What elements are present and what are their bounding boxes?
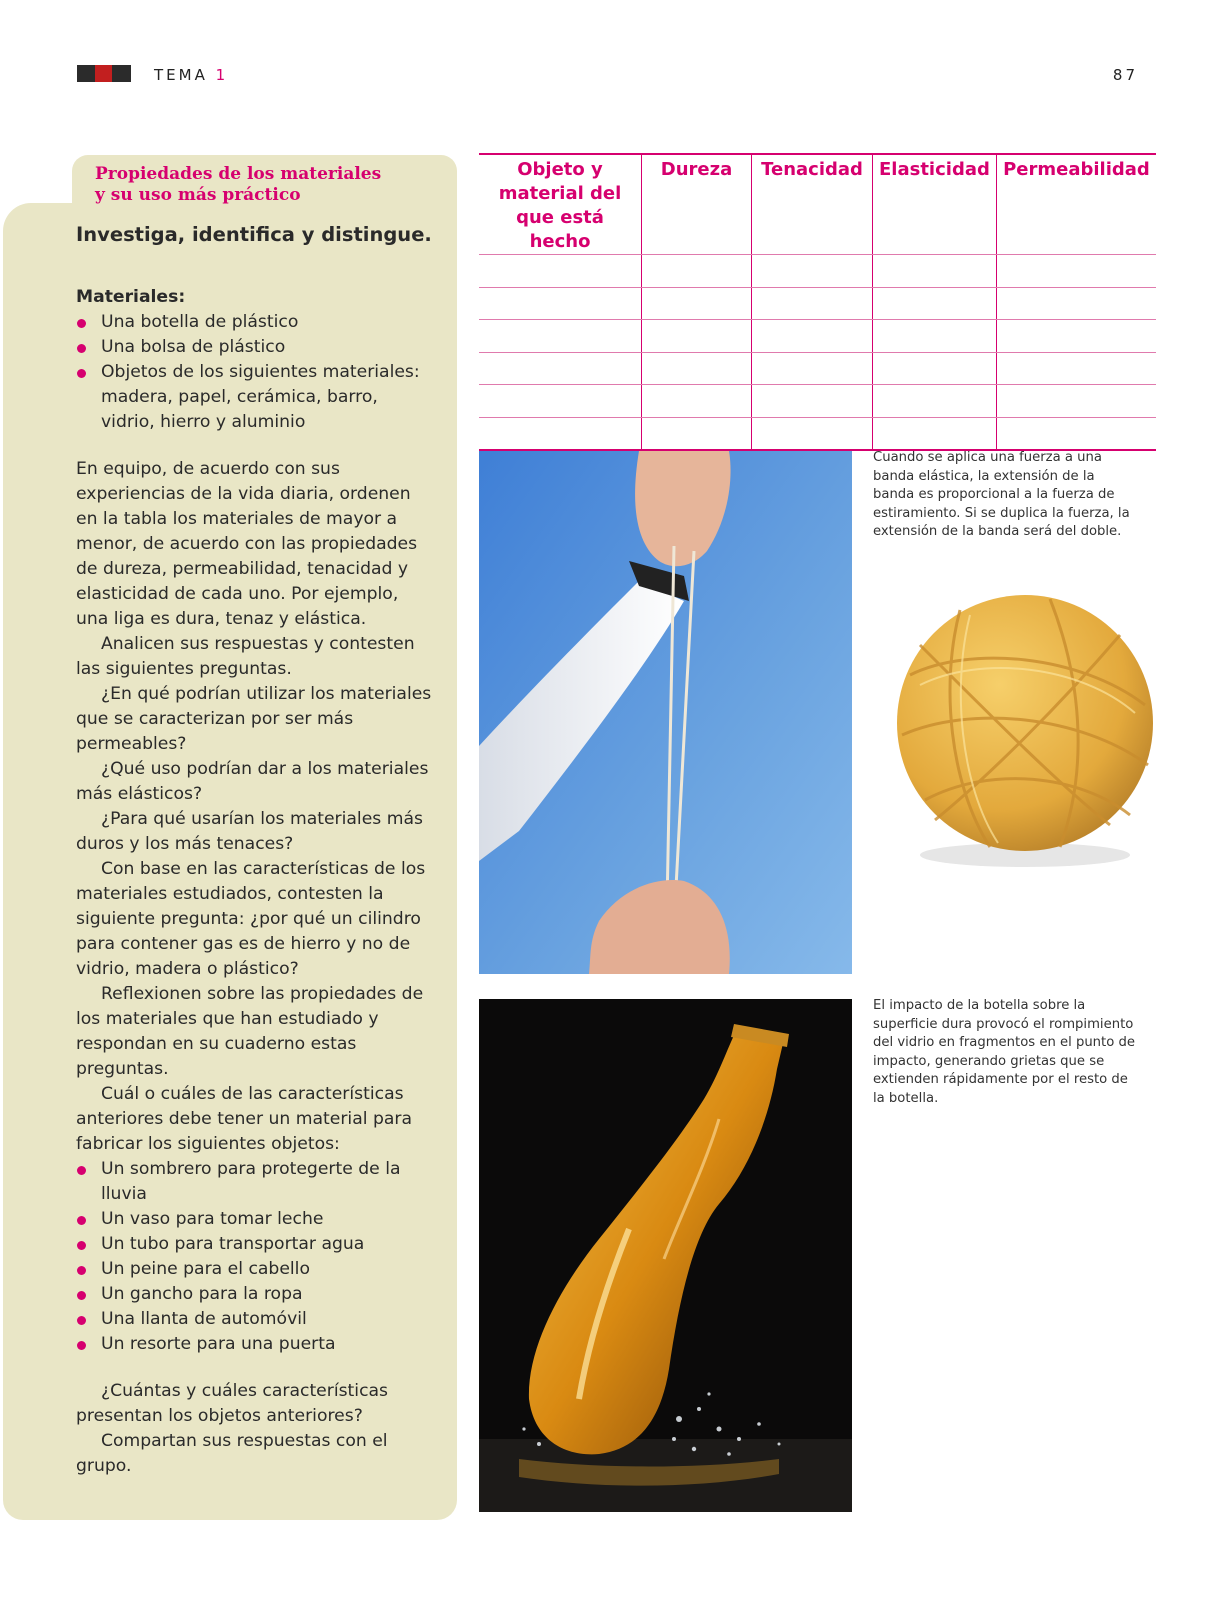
table-row bbox=[479, 417, 1156, 450]
header-block-1 bbox=[77, 65, 95, 82]
table-cell[interactable] bbox=[752, 352, 873, 385]
table-cell[interactable] bbox=[642, 417, 752, 450]
table-cell[interactable] bbox=[479, 320, 642, 353]
list-item: Una bolsa de plástico bbox=[76, 335, 436, 360]
closing-question: ¿Cuántas y cuáles características presentan los objetos anteriores? bbox=[76, 1381, 389, 1426]
table-cell[interactable] bbox=[873, 287, 997, 320]
objects-list bbox=[76, 1157, 436, 1357]
instructions-paragraph: Cuál o cuáles de las características anteriores debe tener un material para fabricar los siguientes objetos: bbox=[76, 1084, 413, 1154]
table-row bbox=[479, 320, 1156, 353]
bottle-caption: El impacto de la botella sobre la superficie dura provocó el rompimiento del vidrio en fragmentos en el punto de impacto, generando grietas que se extienden rápidamente por el resto de la botella. bbox=[873, 998, 1135, 1106]
instructions-paragraph: En equipo, de acuerdo con sus experiencias de la vida diaria, ordenen en la tabla los materiales de mayor a menor, de acuerdo con las propiedades de dureza, permeabilidad, tenacidad y elasticidad de cada uno. Por ejemplo, una liga es dura, tenaz y elástica. bbox=[76, 459, 418, 629]
shattering-bottle-photo bbox=[479, 999, 852, 1512]
table-row bbox=[479, 287, 1156, 320]
list-item: Un resorte para una puerta bbox=[76, 1332, 436, 1357]
header-block-3 bbox=[112, 65, 131, 82]
table-cell[interactable] bbox=[642, 287, 752, 320]
header-block-2 bbox=[95, 65, 112, 82]
question-paragraph: ¿Para qué usarían los materiales más duros y los más tenaces? bbox=[76, 809, 423, 854]
instructions-paragraph: Analicen sus respuestas y contesten las siguientes preguntas. bbox=[76, 634, 415, 679]
header-objeto: Objeto y material del que está hecho bbox=[479, 154, 642, 255]
table-cell[interactable] bbox=[479, 417, 642, 450]
activity-title-line1: Propiedades de los materiales bbox=[95, 164, 382, 184]
table-cell[interactable] bbox=[996, 352, 1156, 385]
table-cell[interactable] bbox=[479, 287, 642, 320]
rubber-band-photo bbox=[479, 451, 852, 974]
activity-title bbox=[95, 164, 435, 206]
table-cell[interactable] bbox=[479, 255, 642, 288]
tema-label bbox=[154, 66, 228, 84]
table-cell[interactable] bbox=[996, 320, 1156, 353]
table-row bbox=[479, 385, 1156, 418]
table-cell[interactable] bbox=[479, 385, 642, 418]
question-paragraph: Con base en las características de los materiales estudiados, contesten la siguiente pregunta: ¿por qué un cilindro para contener gas es de hierro y no de vidrio, madera o plástico? bbox=[76, 859, 426, 979]
activity-title-line2: y su uso más práctico bbox=[95, 185, 301, 205]
header-dureza: Dureza bbox=[642, 154, 752, 255]
table-cell[interactable] bbox=[642, 352, 752, 385]
table-cell[interactable] bbox=[752, 417, 873, 450]
list-item: Un gancho para la ropa bbox=[76, 1282, 436, 1307]
question-paragraph: ¿En qué podrían utilizar los materiales que se caracterizan por ser más permeables? bbox=[76, 684, 432, 754]
header-color-blocks bbox=[77, 65, 131, 82]
tema-number: 1 bbox=[215, 66, 229, 84]
table-cell[interactable] bbox=[479, 352, 642, 385]
tema-text: TEMA bbox=[154, 66, 208, 84]
table-cell[interactable] bbox=[873, 352, 997, 385]
page-number: 87 bbox=[1112, 66, 1138, 84]
properties-table bbox=[479, 153, 1156, 451]
header-elasticidad: Elasticidad bbox=[873, 154, 997, 255]
table-cell[interactable] bbox=[873, 320, 997, 353]
materials-heading: Materiales: bbox=[76, 287, 186, 307]
list-item: Un vaso para tomar leche bbox=[76, 1207, 436, 1232]
list-item: Una llanta de automóvil bbox=[76, 1307, 436, 1332]
list-item: Una botella de plástico bbox=[76, 310, 436, 335]
list-item: Un tubo para transportar agua bbox=[76, 1232, 436, 1257]
table-cell[interactable] bbox=[873, 255, 997, 288]
table-cell[interactable] bbox=[996, 255, 1156, 288]
table-cell[interactable] bbox=[873, 385, 997, 418]
closing-paragraph: Compartan sus respuestas con el grupo. bbox=[76, 1431, 388, 1476]
table-cell[interactable] bbox=[642, 385, 752, 418]
activity-subtitle: Investiga, identifica y distingue. bbox=[76, 223, 432, 246]
materials-list bbox=[76, 310, 436, 435]
list-item: Un sombrero para protegerte de la lluvia bbox=[76, 1157, 436, 1207]
list-item: Un peine para el cabello bbox=[76, 1257, 436, 1282]
table-cell[interactable] bbox=[642, 255, 752, 288]
table-row bbox=[479, 352, 1156, 385]
header-permeabilidad: Permeabilidad bbox=[996, 154, 1156, 255]
table-cell[interactable] bbox=[996, 417, 1156, 450]
table-header-row bbox=[479, 154, 1156, 255]
table-cell[interactable] bbox=[642, 320, 752, 353]
table-cell[interactable] bbox=[996, 385, 1156, 418]
question-paragraph: ¿Qué uso podrían dar a los materiales más elásticos? bbox=[76, 759, 429, 804]
activity-content bbox=[76, 222, 436, 1479]
rubber-band-ball-photo bbox=[880, 585, 1170, 875]
table-cell[interactable] bbox=[752, 385, 873, 418]
list-item: Objetos de los siguientes materiales: madera, papel, cerámica, barro, vidrio, hierro y aluminio bbox=[76, 360, 436, 435]
rubber-band-caption: Cuando se aplica una fuerza a una banda elástica, la extensión de la banda es proporcional a la fuerza de estiramiento. Si se duplica la fuerza, la extensión de la banda será del doble. bbox=[873, 450, 1130, 540]
table-cell[interactable] bbox=[752, 320, 873, 353]
instructions-paragraph: Reflexionen sobre las propiedades de los materiales que han estudiado y respondan en su cuaderno estas preguntas. bbox=[76, 984, 424, 1079]
table-row bbox=[479, 255, 1156, 288]
header-tenacidad: Tenacidad bbox=[752, 154, 873, 255]
table-cell[interactable] bbox=[752, 287, 873, 320]
table-cell[interactable] bbox=[996, 287, 1156, 320]
table-cell[interactable] bbox=[873, 417, 997, 450]
table-cell[interactable] bbox=[752, 255, 873, 288]
